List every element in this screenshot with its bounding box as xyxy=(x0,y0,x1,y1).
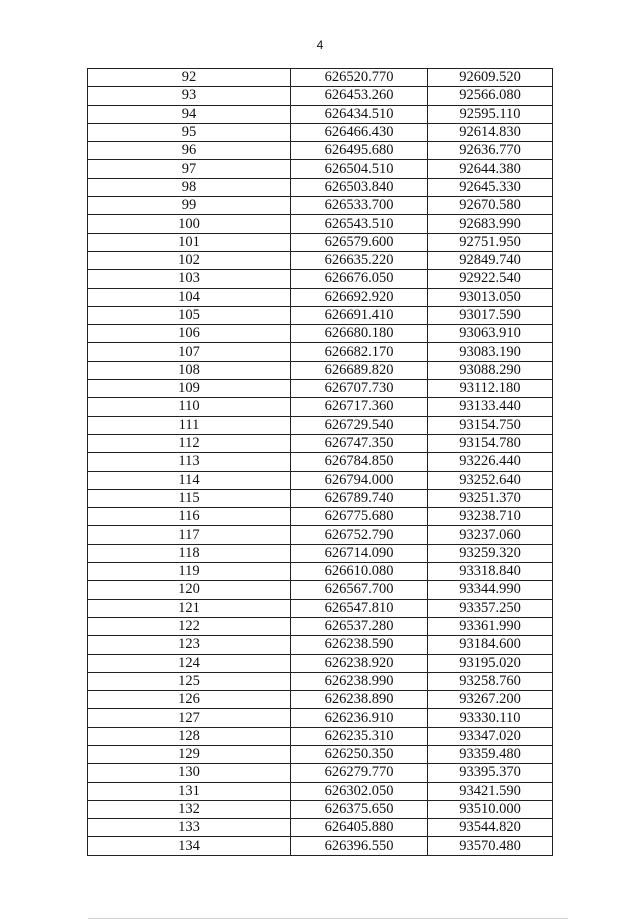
x-coordinate-cell: 626238.990 xyxy=(291,672,428,690)
table-row xyxy=(88,398,553,416)
x-coordinate-cell: 626747.350 xyxy=(291,434,428,452)
y-coordinate-cell: 93347.020 xyxy=(428,727,553,745)
point-number-cell: 130 xyxy=(88,764,291,782)
y-coordinate-cell: 92566.080 xyxy=(428,87,553,105)
table-row xyxy=(88,434,553,452)
coordinates-table xyxy=(87,68,553,856)
x-coordinate-cell: 626238.590 xyxy=(291,636,428,654)
point-number-cell: 100 xyxy=(88,215,291,233)
x-coordinate-cell: 626547.810 xyxy=(291,599,428,617)
table-row xyxy=(88,819,553,837)
y-coordinate-cell: 93421.590 xyxy=(428,782,553,800)
x-coordinate-cell: 626537.280 xyxy=(291,617,428,635)
x-coordinate-cell: 626453.260 xyxy=(291,87,428,105)
table-row xyxy=(88,636,553,654)
y-coordinate-cell: 93237.060 xyxy=(428,526,553,544)
x-coordinate-cell: 626784.850 xyxy=(291,453,428,471)
y-coordinate-cell: 92683.990 xyxy=(428,215,553,233)
x-coordinate-cell: 626567.700 xyxy=(291,581,428,599)
x-coordinate-cell: 626680.180 xyxy=(291,325,428,343)
table-row xyxy=(88,471,553,489)
table-row xyxy=(88,215,553,233)
point-number-cell: 111 xyxy=(88,416,291,434)
x-coordinate-cell: 626610.080 xyxy=(291,563,428,581)
table-row xyxy=(88,489,553,507)
y-coordinate-cell: 93510.000 xyxy=(428,800,553,818)
point-number-cell: 98 xyxy=(88,178,291,196)
x-coordinate-cell: 626520.770 xyxy=(291,69,428,87)
point-number-cell: 131 xyxy=(88,782,291,800)
table-row xyxy=(88,306,553,324)
table-row xyxy=(88,325,553,343)
point-number-cell: 113 xyxy=(88,453,291,471)
point-number-cell: 124 xyxy=(88,654,291,672)
point-number-cell: 128 xyxy=(88,727,291,745)
y-coordinate-cell: 93226.440 xyxy=(428,453,553,471)
x-coordinate-cell: 626794.000 xyxy=(291,471,428,489)
table-row xyxy=(88,233,553,251)
table-row xyxy=(88,105,553,123)
point-number-cell: 134 xyxy=(88,837,291,855)
y-coordinate-cell: 92636.770 xyxy=(428,142,553,160)
y-coordinate-cell: 93395.370 xyxy=(428,764,553,782)
point-number-cell: 118 xyxy=(88,544,291,562)
x-coordinate-cell: 626692.920 xyxy=(291,288,428,306)
y-coordinate-cell: 92751.950 xyxy=(428,233,553,251)
point-number-cell: 114 xyxy=(88,471,291,489)
y-coordinate-cell: 92922.540 xyxy=(428,270,553,288)
table-row xyxy=(88,197,553,215)
point-number-cell: 103 xyxy=(88,270,291,288)
point-number-cell: 119 xyxy=(88,563,291,581)
table-row xyxy=(88,544,553,562)
y-coordinate-cell: 93251.370 xyxy=(428,489,553,507)
table-row xyxy=(88,599,553,617)
table-row xyxy=(88,178,553,196)
x-coordinate-cell: 626466.430 xyxy=(291,123,428,141)
x-coordinate-cell: 626396.550 xyxy=(291,837,428,855)
y-coordinate-cell: 93154.750 xyxy=(428,416,553,434)
point-number-cell: 122 xyxy=(88,617,291,635)
point-number-cell: 92 xyxy=(88,69,291,87)
point-number-cell: 112 xyxy=(88,434,291,452)
table-row xyxy=(88,361,553,379)
point-number-cell: 94 xyxy=(88,105,291,123)
y-coordinate-cell: 93344.990 xyxy=(428,581,553,599)
y-coordinate-cell: 93133.440 xyxy=(428,398,553,416)
point-number-cell: 125 xyxy=(88,672,291,690)
table-row xyxy=(88,563,553,581)
table-row xyxy=(88,782,553,800)
table-row xyxy=(88,526,553,544)
x-coordinate-cell: 626691.410 xyxy=(291,306,428,324)
table-row xyxy=(88,654,553,672)
y-coordinate-cell: 93063.910 xyxy=(428,325,553,343)
point-number-cell: 104 xyxy=(88,288,291,306)
x-coordinate-cell: 626238.920 xyxy=(291,654,428,672)
point-number-cell: 105 xyxy=(88,306,291,324)
table-row xyxy=(88,142,553,160)
table-row xyxy=(88,745,553,763)
table-row xyxy=(88,416,553,434)
table-row xyxy=(88,453,553,471)
table-row xyxy=(88,800,553,818)
x-coordinate-cell: 626676.050 xyxy=(291,270,428,288)
y-coordinate-cell: 92849.740 xyxy=(428,251,553,269)
point-number-cell: 132 xyxy=(88,800,291,818)
y-coordinate-cell: 93570.480 xyxy=(428,837,553,855)
point-number-cell: 101 xyxy=(88,233,291,251)
x-coordinate-cell: 626302.050 xyxy=(291,782,428,800)
y-coordinate-cell: 93184.600 xyxy=(428,636,553,654)
y-coordinate-cell: 92670.580 xyxy=(428,197,553,215)
y-coordinate-cell: 93330.110 xyxy=(428,709,553,727)
x-coordinate-cell: 626250.350 xyxy=(291,745,428,763)
point-number-cell: 97 xyxy=(88,160,291,178)
table-row xyxy=(88,508,553,526)
table-row xyxy=(88,343,553,361)
table-row xyxy=(88,727,553,745)
y-coordinate-cell: 93083.190 xyxy=(428,343,553,361)
point-number-cell: 133 xyxy=(88,819,291,837)
point-number-cell: 106 xyxy=(88,325,291,343)
point-number-cell: 96 xyxy=(88,142,291,160)
x-coordinate-cell: 626495.680 xyxy=(291,142,428,160)
x-coordinate-cell: 626533.700 xyxy=(291,197,428,215)
y-coordinate-cell: 93238.710 xyxy=(428,508,553,526)
page-number: 4 xyxy=(316,38,324,52)
point-number-cell: 121 xyxy=(88,599,291,617)
y-coordinate-cell: 93017.590 xyxy=(428,306,553,324)
table-row xyxy=(88,87,553,105)
table-row xyxy=(88,617,553,635)
table-row xyxy=(88,69,553,87)
y-coordinate-cell: 93195.020 xyxy=(428,654,553,672)
y-coordinate-cell: 92645.330 xyxy=(428,178,553,196)
point-number-cell: 107 xyxy=(88,343,291,361)
table-row xyxy=(88,251,553,269)
x-coordinate-cell: 626682.170 xyxy=(291,343,428,361)
y-coordinate-cell: 92609.520 xyxy=(428,69,553,87)
x-coordinate-cell: 626579.600 xyxy=(291,233,428,251)
x-coordinate-cell: 626503.840 xyxy=(291,178,428,196)
x-coordinate-cell: 626635.220 xyxy=(291,251,428,269)
table-row xyxy=(88,160,553,178)
point-number-cell: 95 xyxy=(88,123,291,141)
point-number-cell: 102 xyxy=(88,251,291,269)
table-row xyxy=(88,837,553,855)
y-coordinate-cell: 93252.640 xyxy=(428,471,553,489)
x-coordinate-cell: 626714.090 xyxy=(291,544,428,562)
y-coordinate-cell: 93361.990 xyxy=(428,617,553,635)
table-row xyxy=(88,764,553,782)
y-coordinate-cell: 92644.380 xyxy=(428,160,553,178)
point-number-cell: 110 xyxy=(88,398,291,416)
y-coordinate-cell: 93267.200 xyxy=(428,691,553,709)
point-number-cell: 99 xyxy=(88,197,291,215)
x-coordinate-cell: 626729.540 xyxy=(291,416,428,434)
y-coordinate-cell: 93318.840 xyxy=(428,563,553,581)
y-coordinate-cell: 93259.320 xyxy=(428,544,553,562)
x-coordinate-cell: 626752.790 xyxy=(291,526,428,544)
point-number-cell: 116 xyxy=(88,508,291,526)
y-coordinate-cell: 93112.180 xyxy=(428,380,553,398)
y-coordinate-cell: 93359.480 xyxy=(428,745,553,763)
table-row xyxy=(88,581,553,599)
x-coordinate-cell: 626279.770 xyxy=(291,764,428,782)
point-number-cell: 93 xyxy=(88,87,291,105)
point-number-cell: 123 xyxy=(88,636,291,654)
y-coordinate-cell: 93357.250 xyxy=(428,599,553,617)
table-row xyxy=(88,123,553,141)
x-coordinate-cell: 626789.740 xyxy=(291,489,428,507)
table-row xyxy=(88,709,553,727)
x-coordinate-cell: 626235.310 xyxy=(291,727,428,745)
table-row xyxy=(88,672,553,690)
coordinates-table-body xyxy=(88,69,553,856)
y-coordinate-cell: 93013.050 xyxy=(428,288,553,306)
point-number-cell: 115 xyxy=(88,489,291,507)
x-coordinate-cell: 626434.510 xyxy=(291,105,428,123)
y-coordinate-cell: 93088.290 xyxy=(428,361,553,379)
x-coordinate-cell: 626775.680 xyxy=(291,508,428,526)
y-coordinate-cell: 92614.830 xyxy=(428,123,553,141)
point-number-cell: 127 xyxy=(88,709,291,727)
x-coordinate-cell: 626405.880 xyxy=(291,819,428,837)
point-number-cell: 108 xyxy=(88,361,291,379)
x-coordinate-cell: 626236.910 xyxy=(291,709,428,727)
x-coordinate-cell: 626375.650 xyxy=(291,800,428,818)
table-row xyxy=(88,380,553,398)
point-number-cell: 117 xyxy=(88,526,291,544)
y-coordinate-cell: 92595.110 xyxy=(428,105,553,123)
y-coordinate-cell: 93258.760 xyxy=(428,672,553,690)
x-coordinate-cell: 626689.820 xyxy=(291,361,428,379)
y-coordinate-cell: 93544.820 xyxy=(428,819,553,837)
table-row xyxy=(88,270,553,288)
point-number-cell: 129 xyxy=(88,745,291,763)
table-row xyxy=(88,288,553,306)
x-coordinate-cell: 626504.510 xyxy=(291,160,428,178)
x-coordinate-cell: 626707.730 xyxy=(291,380,428,398)
point-number-cell: 126 xyxy=(88,691,291,709)
point-number-cell: 120 xyxy=(88,581,291,599)
x-coordinate-cell: 626543.510 xyxy=(291,215,428,233)
y-coordinate-cell: 93154.780 xyxy=(428,434,553,452)
x-coordinate-cell: 626717.360 xyxy=(291,398,428,416)
point-number-cell: 109 xyxy=(88,380,291,398)
x-coordinate-cell: 626238.890 xyxy=(291,691,428,709)
table-row xyxy=(88,691,553,709)
